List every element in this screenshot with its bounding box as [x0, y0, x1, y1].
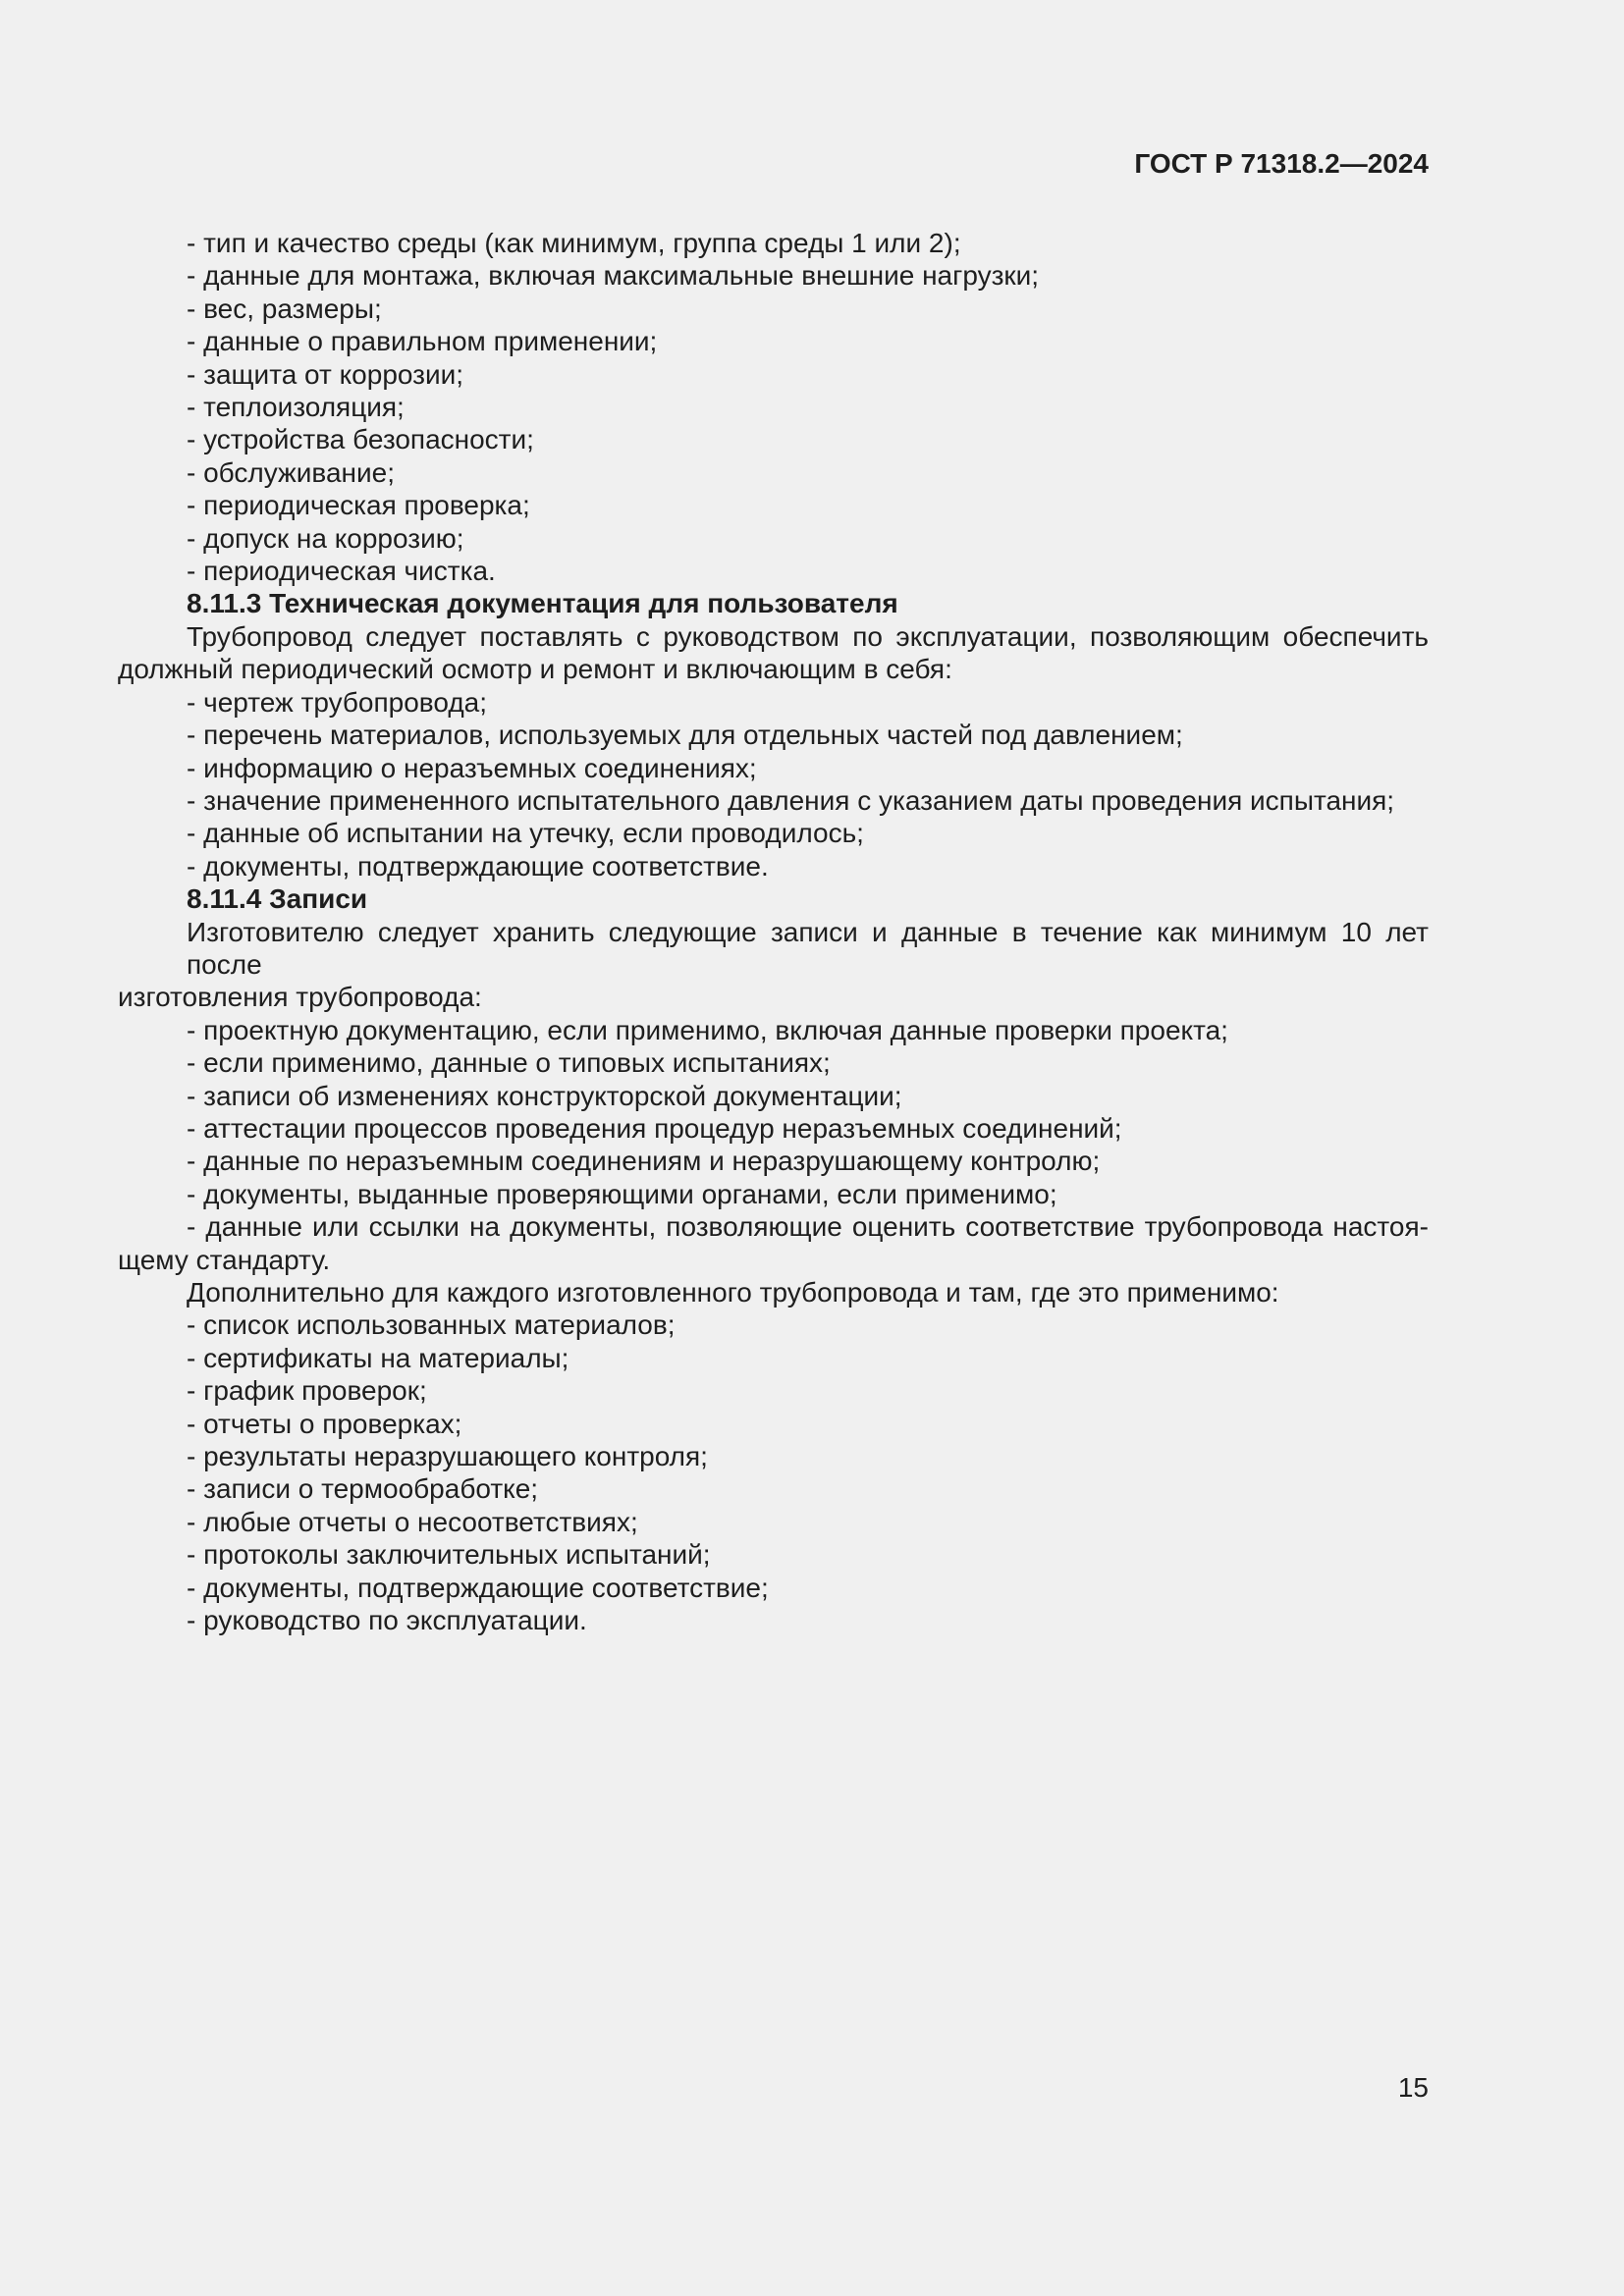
text-line: - записи об изменениях конструкторской документации; [187, 1080, 902, 1111]
text-line: - периодическая проверка; [187, 490, 530, 521]
page-number: 15 [1397, 2072, 1429, 2103]
document-body [118, 227, 1429, 1636]
text-line: - сертификаты на материалы; [187, 1342, 569, 1373]
text-line: - данные об испытании на утечку, если проводилось; [187, 818, 864, 849]
text-line: - документы, подтверждающие соответствие. [187, 850, 769, 881]
text-line: - теплоизоляция; [187, 392, 405, 423]
text-line: - список использованных материалов; [187, 1309, 676, 1341]
text-line: - аттестации процессов проведения процедур неразъемных соединений; [187, 1112, 1122, 1144]
text-line: Трубопровод следует поставлять с руководством по эксплуатации, позволяющим обеспечить [187, 620, 1429, 652]
standard-number-header: ГОСТ Р 71318.2—2024 [1134, 148, 1429, 179]
text-line: должный периодический осмотр и ремонт и включающим в себя: [118, 654, 952, 685]
text-line: - устройства безопасности; [187, 424, 534, 455]
text-line: - график проверок; [187, 1375, 427, 1407]
text-line: - перечень материалов, используемых для отдельных частей под давлением; [187, 720, 1183, 751]
text-line: - значение примененного испытательного давления с указанием даты проведения испытания; [187, 784, 1395, 816]
text-line: изготовления трубопровода: [118, 982, 482, 1013]
text-line: - допуск на коррозию; [187, 522, 464, 554]
text-line: - вес, размеры; [187, 293, 382, 324]
text-line: щему стандарту. [118, 1244, 331, 1275]
text-line: - документы, выданные проверяющими органами, если применимо; [187, 1178, 1057, 1209]
text-line: - данные о правильном применении; [187, 326, 658, 357]
text-line: - любые отчеты о несоответствиях; [187, 1506, 638, 1537]
text-line: - если применимо, данные о типовых испытаниях; [187, 1047, 831, 1079]
text-line: - защита от коррозии; [187, 358, 464, 390]
text-line: - протоколы заключительных испытаний; [187, 1539, 711, 1571]
text-line: - данные для монтажа, включая максимальные внешние нагрузки; [187, 260, 1040, 292]
text-line: - данные по неразъемным соединениям и неразрушающему контролю; [187, 1146, 1101, 1177]
text-line: - периодическая чистка. [187, 556, 496, 587]
text-line: 8.11.4 Записи [187, 883, 368, 915]
text-line: - информацию о неразъемных соединениях; [187, 752, 757, 783]
text-line: - отчеты о проверках; [187, 1408, 462, 1439]
text-line: - чертеж трубопровода; [187, 686, 488, 718]
text-line: 8.11.3 Техническая документация для пользователя [187, 588, 898, 619]
text-line: - руководство по эксплуатации. [187, 1605, 587, 1636]
text-line: - документы, подтверждающие соответствие; [187, 1572, 769, 1603]
text-line: Изготовителю следует хранить следующие записи и данные в течение как минимум 10 лет после [187, 916, 1429, 980]
text-line: - результаты неразрушающего контроля; [187, 1441, 708, 1472]
text-line: Дополнительно для каждого изготовленного трубопровода и там, где это применимо: [187, 1277, 1279, 1308]
text-line: - данные или ссылки на документы, позволяющие оценить соответствие трубопровода настоя- [187, 1211, 1429, 1243]
text-line: - обслуживание; [187, 456, 396, 488]
text-line: - тип и качество среды (как минимум, группа среды 1 или 2); [187, 228, 961, 258]
text-line: - проектную документацию, если применимо, включая данные проверки проекта; [187, 1014, 1228, 1045]
text-line: - записи о термообработке; [187, 1473, 539, 1505]
